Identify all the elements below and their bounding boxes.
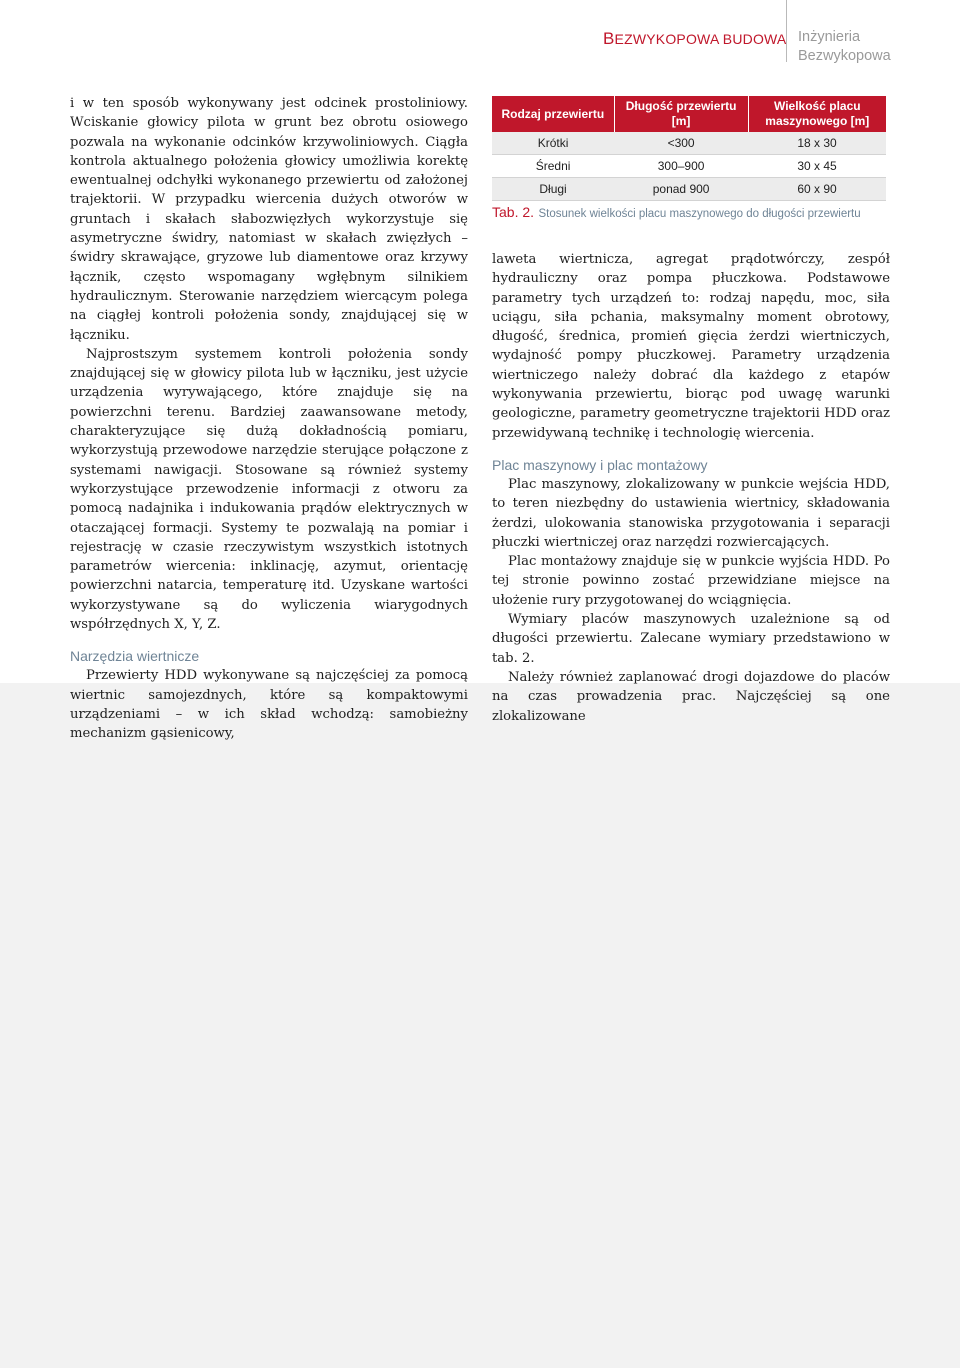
table-cell: Długi (492, 178, 614, 201)
body-paragraph: Najprostszym systemem kontroli położenia sondy znajdującej się w głowicy pilota lub w łączniku, jest użycie urządzenia wyrywającego, które znajduje się na powierzchni terenu. Bardziej zaawansowane metody, charakteryzujące się dużą dokładnością pomiaru, wykorzystują przewodowe narzędzie sterujące połączone z systemami nawigacji. Stosowane są również systemy wykorzystujące przewodzenie informacji z otworu za pomocą nadajnika i indukowania prądów elektrycznych w otaczającej formacji. Systemy te pozwalają na pomiar i rejestrację w czasie rzeczywistym wszystkich istotnych parametrów wiercenia: inklinację, azymut, orientację powierzchni natarcia, temperaturę itd. Uzyskane wartości wykorzystywane są do wyliczenia wiarygodnych współrzędnych X, Y, Z. (70, 346, 468, 633)
drilling-table (492, 96, 886, 201)
table-cell: 300–900 (614, 155, 748, 178)
table-cell: 30 x 45 (748, 155, 886, 178)
body-paragraph: Przewierty HDD wykonywane są najczęściej za pomocą wiertnic samojezdnych, które są kompaktowymi urządzeniami – w ich skład wchodzą: samobieżny mechanizm gąsienicowy, (70, 668, 468, 742)
table-cell: 18 x 30 (748, 132, 886, 155)
table-caption-number: Tab. 2. (492, 204, 535, 220)
body-paragraph: Plac maszynowy, zlokalizowany w punkcie wejścia HDD, to teren niezbędny do ustawienia wiertnicy, składowania żerdzi, ulokowania stanowiska przygotowania i separacji płuczki wiertniczej oraz narzędzi rozwiercających. (492, 476, 890, 550)
table-row (492, 178, 886, 201)
table-cell: ponad 900 (614, 178, 748, 201)
table-cell: <300 (614, 132, 748, 155)
column-header: Rodzaj przewiertu (492, 96, 614, 132)
table-header-row (492, 96, 886, 132)
table-row (492, 155, 886, 178)
table-cell: 60 x 90 (748, 178, 886, 201)
magazine-name (798, 28, 891, 66)
table-row (492, 132, 886, 155)
section-heading: Plac maszynowy i plac montażowy (492, 456, 708, 473)
column-header: Wielkość placu maszynowego [m] (748, 96, 886, 132)
section-heading: Narzędzia wiertnicze (70, 648, 200, 665)
column-header: Długość przewiertu [m] (614, 96, 748, 132)
body-paragraph: Wymiary placów maszynowych uzależnione są od długości przewiertu. Zalecane wymiary przedstawiono w tab. 2. (492, 612, 890, 666)
right-column (492, 250, 890, 726)
body-paragraph: laweta wiertnicza, agregat prądotwórczy, zespół hydrauliczny oraz pompa płuczkowa. Podstawowe parametry tych urządzeń to: rodzaj napędu, moc, siła uciągu, siła pchania, maksymalny moment obrotowy, długość, średnica, promień gięcia żerdzi wiertniczych, wydajność pompy płuczkowej. Parametry urządzenia wiertniczego należy dobrać dla każdego z etapów wykonywania przewiertu, biorąc pod uwagę warunki geologiczne, parametry geometryczne trajektorii HDD oraz przewidywaną technikę i technologię wiercenia. (492, 252, 890, 441)
table-caption-text: Stosunek wielkości placu maszynowego do długości przewiertu (538, 208, 861, 220)
table-cell: Krótki (492, 132, 614, 155)
table-cell: Średni (492, 155, 614, 178)
section-title-initial: B (603, 29, 615, 48)
magazine-name-line1: Inżynieria (798, 29, 861, 45)
header-divider (786, 0, 787, 62)
section-title (603, 29, 786, 49)
body-paragraph: Należy również zaplanować drogi dojazdowe do placów na czas prowadzenia prac. Najczęściej są one zlokalizowane (492, 669, 890, 724)
section-title-rest: EZWYKOPOWA BUDOWA (614, 31, 787, 47)
body-paragraph: Plac montażowy znajduje się w punkcie wyjścia HDD. Po tej stronie powinno zostać przewidziane miejsce na ułożenie rury przygotowanej do wciągnięcia. (492, 554, 890, 608)
magazine-name-line2: Bezwykopowa (798, 48, 891, 64)
left-column (70, 94, 468, 744)
table-caption (492, 204, 861, 222)
body-paragraph: i w ten sposób wykonywany jest odcinek prostoliniowy. Wciskanie głowicy pilota w grunt bez obrotu osiowego pozwala na wykonanie odcinków krzywoliniowych. Ciągła kontrola aktualnego położenia głowicy umożliwia korektę ewentualnej odchyłki wykonanego przewiertu od założonej trajektorii. W przypadku wiercenia dużych otworów w gruntach i skałach słabozwięzłych wykorzystuje się asymetryczne świdry, natomiast w skałach zwięzłych – świdry skrawające, gryzowe lub diamentowe oraz krzywy łącznik, często wspomagany wgłębnym silnikiem hydraulicznym. Sterowanie narzędziem wiercącym polega na ciągłej kontroli położenia sondy, znajdującej się w łączniku. (70, 96, 468, 343)
